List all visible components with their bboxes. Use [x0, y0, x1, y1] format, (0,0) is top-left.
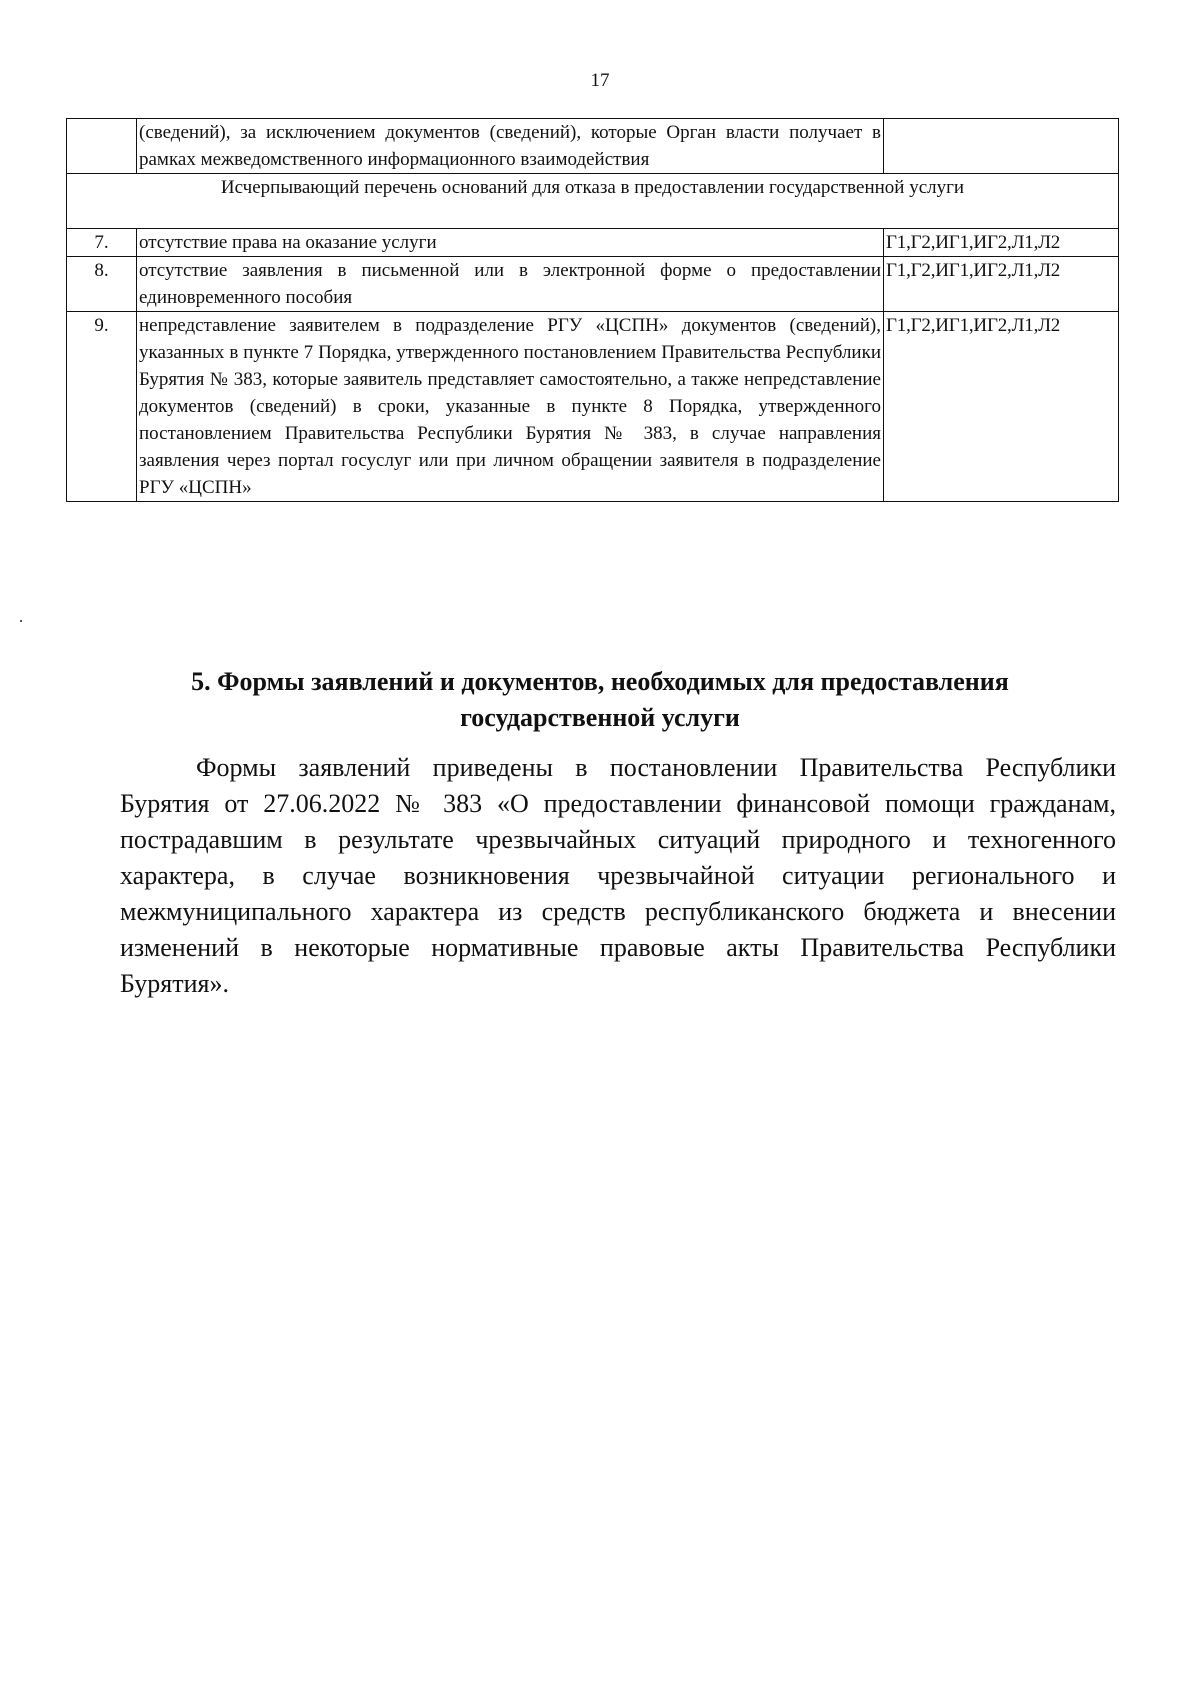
row-text: отсутствие права на оказание услуги	[137, 229, 884, 257]
table-row	[67, 257, 1119, 312]
table-row-continuation	[67, 119, 1119, 174]
row-codes: Г1,Г2,ИГ1,ИГ2,Л1,Л2	[884, 312, 1119, 502]
row-number: 8.	[67, 257, 137, 312]
row-number: 7.	[67, 229, 137, 257]
table-section-header: Исчерпывающий перечень оснований для отказа в предоставлении государственной услуги	[67, 174, 1119, 229]
row-text: отсутствие заявления в письменной или в электронной форме о предоставлении единовременного пособия	[137, 257, 884, 312]
row-text: (сведений), за исключением документов (сведений), которые Орган власти получает в рамках межведомственного информационного взаимодействия	[137, 119, 884, 174]
row-text: непредставление заявителем в подразделение РГУ «ЦСПН» документов (сведений), указанных в пункте 7 Порядка, утвержденного постановлением Правительства Республики Бурятия № 383, которые заявитель представляет самостоятельно, а также непредставление документов (сведений) в сроки, указанные в пункте 8 Порядка, утвержденного постановлением Правительства Республики Бурятия № 383, в случае направления заявления через портал госуслуг или при личном обращении заявителя в подразделение РГУ «ЦСПН»	[137, 312, 884, 502]
row-number: 9.	[67, 312, 137, 502]
section-paragraph: Формы заявлений приведены в постановлении Правительства Республики Бурятия от 27.06.2022 № 383 «О предоставлении финансовой помощи гражданам, пострадавшим в результате чрезвычайных ситуаций природного и техногенного характера, в случае возникновения чрезвычайной ситуации регионального и межмуниципального характера из средств республиканского бюджета и внесении изменений в некоторые нормативные правовые акты Правительства Республики Бурятия».	[120, 753, 1116, 998]
table-row	[67, 312, 1119, 502]
row-codes: Г1,Г2,ИГ1,ИГ2,Л1,Л2	[884, 257, 1119, 312]
page-number: 17	[590, 70, 610, 91]
section-title: 5. Формы заявлений и документов, необходимых для предоставления государственной услуги	[191, 667, 1009, 732]
row-codes	[884, 119, 1119, 174]
row-codes: Г1,Г2,ИГ1,ИГ2,Л1,Л2	[884, 229, 1119, 257]
row-number	[67, 119, 137, 174]
table-section-header-row	[67, 174, 1119, 229]
refusal-grounds-table	[66, 118, 1119, 502]
scan-speck	[20, 620, 22, 622]
table-row	[67, 229, 1119, 257]
